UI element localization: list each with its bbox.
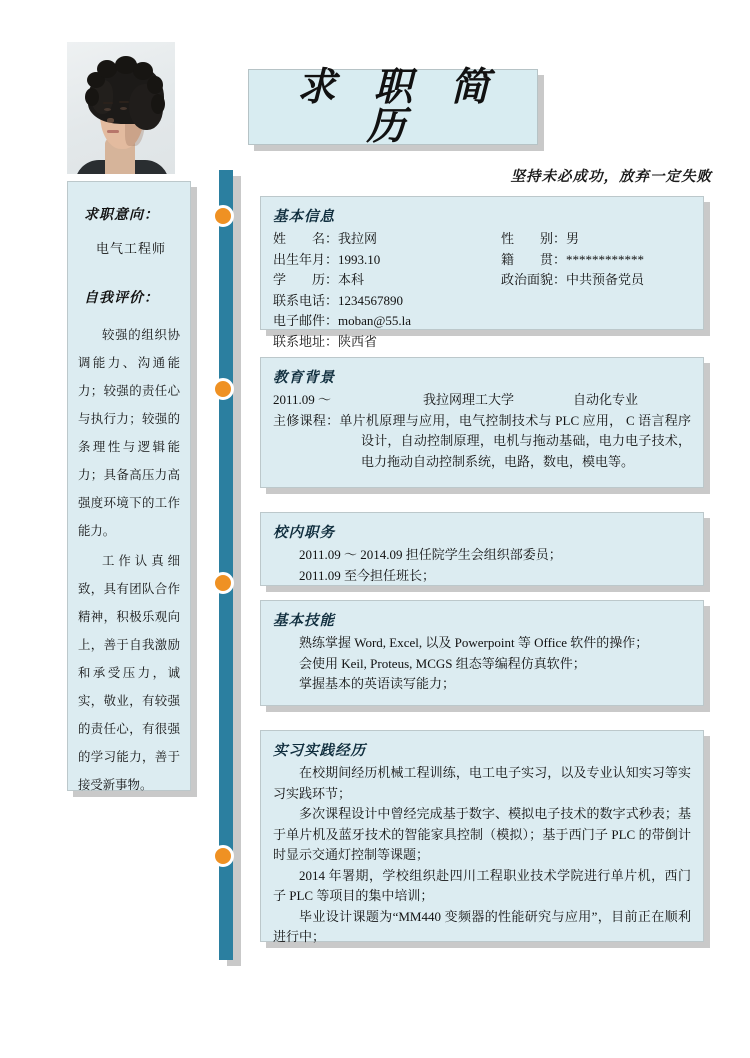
page-title: 求 职 简 历	[296, 66, 504, 148]
evaluation-paragraph: 工作认真细致，具有团队合作精神，积极乐观向上，善于自我激励和承受压力，诚实，敬业，有较强的责任心，有很强的学习能力，善于接受新事物。	[78, 554, 180, 792]
education-date: 2011.09 ～	[273, 392, 332, 407]
evaluation-label: 自我评价：	[84, 291, 159, 306]
skills-section	[260, 600, 704, 706]
field-gender: 性 别：男	[501, 231, 580, 246]
internship-title: 实习实践经历	[273, 743, 366, 759]
objective-label: 求职意向：	[84, 208, 159, 223]
timeline-dot	[212, 572, 234, 594]
internship-item: 多次课程设计中曾经完成基于数字、模拟电子技术的数字式秒表；基于单片机及蓝牙技术的智能家具控制（模拟）；基于西门子 PLC 的带倒计时显示交通灯控制等课题；	[273, 806, 691, 862]
internship-item: 2014 年署期，学校组织赴四川工程职业技术学院进行单片机，西门子 PLC 等项目的集中培训；	[273, 867, 691, 903]
education-title: 教育背景	[273, 370, 335, 386]
resume-title-banner	[248, 66, 538, 148]
basic-info-title: 基本信息	[273, 209, 335, 225]
campus-roles-title: 校内职务	[273, 525, 335, 541]
campus-role-item: 2011.09 ～ 2014.09 担任院学生会组织部委员；	[299, 547, 562, 562]
evaluation-paragraph: 较强的组织协调能力、沟通能力；较强的责任心与执行力；较强的条理性与逻辑能力；具备高压力高强度环境下的工作能力。	[78, 328, 180, 538]
slogan-text: 坚持未必成功，放弃一定失败	[510, 169, 712, 185]
campus-roles-section	[260, 512, 704, 586]
photo-portrait	[67, 42, 175, 174]
field-education: 学 历：本科	[273, 272, 365, 287]
field-address: 联系地址：陕西省	[273, 333, 378, 349]
internship-item: 在校期间经历机械工程训练，电工电子实习，以及专业认知实习等实习实践环节；	[273, 765, 691, 801]
sidebar-panel	[67, 181, 191, 791]
field-phone: 联系电话：1234567890	[273, 292, 404, 308]
field-birthdate: 出生年月：1993.10	[273, 251, 381, 267]
field-hometown: 籍 贯：************	[501, 251, 645, 267]
field-email: 电子邮件：moban@55.la	[273, 313, 412, 328]
applicant-photo	[67, 42, 175, 174]
objective-value: 电气工程师	[96, 241, 167, 256]
education-major: 自动化专业	[573, 392, 639, 407]
skill-item: 掌握基本的英语读写能力；	[299, 676, 456, 691]
internship-section	[260, 730, 704, 942]
skills-title: 基本技能	[273, 613, 335, 629]
timeline-bar	[219, 170, 233, 960]
skill-item: 会使用 Keil, Proteus, MCGS 组态等编程仿真软件；	[299, 655, 586, 671]
timeline-dot	[212, 378, 234, 400]
timeline-dot	[212, 205, 234, 227]
education-section	[260, 357, 704, 488]
skill-item: 熟练掌握 Word, Excel, 以及 Powerpoint 等 Office 软件的操作；	[299, 635, 649, 650]
campus-role-item: 2011.09 至今担任班长；	[299, 567, 436, 583]
education-courses: 主修课程：单片机原理与应用，电气控制技术与 PLC 应用， C 语言程序设计，自动控制原理，电机与拖动基础，电力电子技术，电力拖动自动控制系统，电路，数电，模电等。	[273, 412, 691, 469]
field-name: 姓 名：我拉网	[273, 231, 378, 246]
education-school: 我拉网理工大学	[423, 392, 515, 407]
internship-item: 毕业设计课题为“MM440 变频器的性能研究与应用”，目前正在顺利进行中；	[273, 908, 691, 944]
field-political-status: 政治面貌：中共预备党员	[501, 272, 645, 287]
basic-info-section	[260, 196, 704, 349]
timeline-dot	[212, 845, 234, 867]
